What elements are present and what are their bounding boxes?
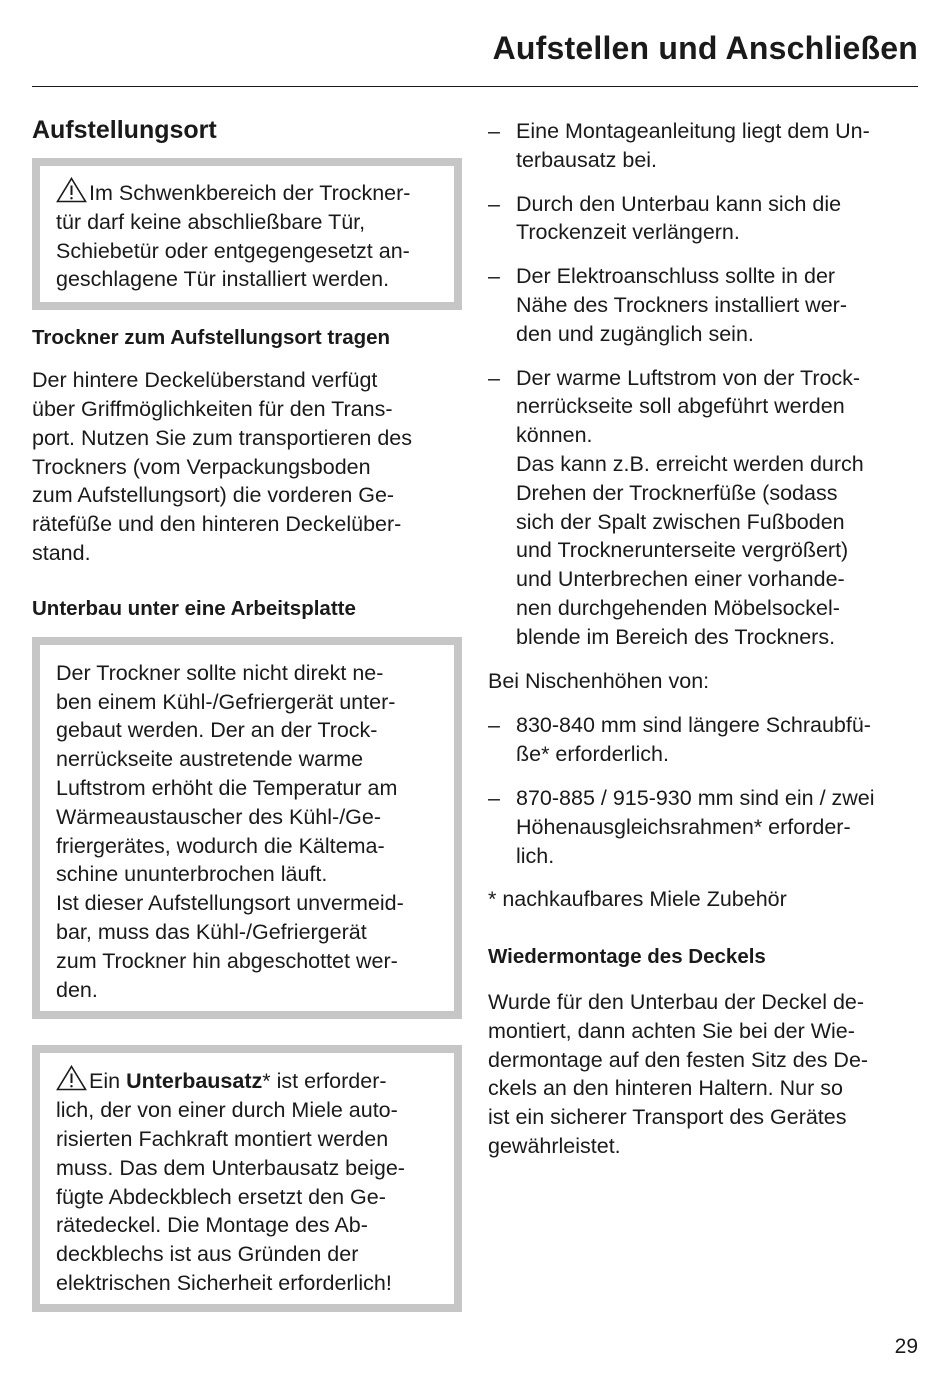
list-item bbox=[488, 190, 920, 248]
note-box bbox=[32, 637, 462, 1020]
warning-2-line: fügte Abdeckblech ersetzt den Ge- bbox=[56, 1184, 386, 1209]
warning-box-1 bbox=[32, 158, 462, 310]
list-item-line: sich der Spalt zwischen Fußboden bbox=[516, 509, 845, 534]
note-line: schine ununterbrochen läuft. bbox=[56, 862, 328, 887]
list-item bbox=[488, 117, 920, 175]
paragraph-line: stand. bbox=[32, 540, 91, 565]
list-item-line: Der Elektroanschluss sollte in der bbox=[516, 264, 836, 289]
list-item-line: 830-840 mm sind längere Schraubfü- bbox=[516, 713, 871, 738]
list-item bbox=[488, 262, 920, 348]
list-item bbox=[488, 364, 920, 652]
note-line: Der Trockner sollte nicht direkt ne- bbox=[56, 660, 384, 685]
paragraph-line: rätefüße und den hinteren Deckelüber- bbox=[32, 512, 402, 537]
note-line: gebaut werden. Der an der Trock- bbox=[56, 718, 378, 743]
paragraph-line: ckels an den hinteren Haltern. Nur so bbox=[488, 1076, 843, 1101]
note-line: den. bbox=[56, 977, 98, 1002]
subheading-reassembly: Wiedermontage des Deckels bbox=[488, 945, 766, 969]
paragraph-line: Wurde für den Unterbau der Deckel de- bbox=[488, 989, 865, 1014]
note-line: Luftstrom erhöht die Temperatur am bbox=[56, 775, 398, 800]
list-item-line: terbausatz bei. bbox=[516, 147, 658, 172]
list-item-line: nerrückseite soll abgeführt werden bbox=[516, 394, 845, 419]
warning-2-bold-term: Unterbausatz bbox=[126, 1069, 263, 1094]
note-line: bar, muss das Kühl-/Gefriergerät bbox=[56, 919, 367, 944]
paragraph-line: port. Nutzen Sie zum transportieren des bbox=[32, 425, 413, 450]
subheading-worktop: Unterbau unter eine Arbeitsplatte bbox=[32, 596, 356, 620]
paragraph-line: Der hintere Deckelüberstand verfügt bbox=[32, 368, 378, 393]
list-item-line: blende im Bereich des Trockners. bbox=[516, 624, 836, 649]
note-line: zum Trockner hin abgeschottet wer- bbox=[56, 948, 398, 973]
list-item-line: und Trocknerunterseite vergrößert) bbox=[516, 538, 849, 563]
warning-2-line: deckblechs ist aus Gründen der bbox=[56, 1242, 359, 1267]
warning-1-line: geschlagene Tür installiert werden. bbox=[56, 267, 390, 292]
paragraph-line: über Griffmöglichkeiten für den Trans- bbox=[32, 396, 393, 421]
list-item-line: lich. bbox=[516, 843, 555, 868]
note-line: Wärmeaustauscher des Kühl-/Ge- bbox=[56, 804, 382, 829]
list-item-line: 870-885 / 915-930 mm sind ein / zwei bbox=[516, 785, 875, 810]
list-item bbox=[488, 784, 920, 870]
niche-intro: Bei Nischenhöhen von: bbox=[488, 668, 710, 693]
warning-box-2 bbox=[32, 1045, 462, 1311]
dash-bullet: – bbox=[488, 785, 500, 810]
list-item-line: Nähe des Trockners installiert wer- bbox=[516, 292, 847, 317]
list-item-line: Drehen der Trocknerfüße (sodass bbox=[516, 480, 838, 505]
header-rule bbox=[32, 86, 918, 87]
dash-bullet: – bbox=[488, 713, 500, 738]
list-item-line: können. bbox=[516, 423, 593, 448]
note-line: Ist dieser Aufstellungsort unvermeid- bbox=[56, 891, 404, 916]
warning-2-line: rätedeckel. Die Montage des Ab- bbox=[56, 1213, 368, 1238]
list-item-line: Höhenausgleichsrahmen* erforder- bbox=[516, 814, 851, 839]
list-item-line: den und zugänglich sein. bbox=[516, 321, 754, 346]
warning-2-prefix: Ein bbox=[89, 1069, 127, 1094]
warning-1-line: Im Schwenkbereich der Trockner- bbox=[89, 181, 411, 205]
page-number: 29 bbox=[894, 1335, 918, 1358]
paragraph-line: montiert, dann achten Sie bei der Wie- bbox=[488, 1018, 855, 1043]
paragraph-line: gewährleistet. bbox=[488, 1133, 621, 1158]
warning-2-suffix: * ist erforder- bbox=[262, 1069, 387, 1094]
footnote: * nachkaufbares Miele Zubehör bbox=[488, 887, 787, 912]
warning-1-line: tür darf keine abschließbare Tür, bbox=[56, 209, 366, 234]
page-header-title: Aufstellen und Anschließen bbox=[492, 30, 918, 66]
warning-2-line: risierten Fachkraft montiert werden bbox=[56, 1126, 389, 1151]
warning-2-line: elektrischen Sicherheit erforderlich! bbox=[56, 1270, 392, 1295]
list-item-line: Das kann z.B. erreicht werden durch bbox=[516, 451, 864, 476]
list-item-line: Durch den Unterbau kann sich die bbox=[516, 191, 842, 216]
paragraph-line: dermontage auf den festen Sitz des De- bbox=[488, 1047, 869, 1072]
right-column bbox=[488, 117, 920, 1177]
dash-bullet: – bbox=[488, 264, 500, 289]
note-line: nerrückseite austretende warme bbox=[56, 747, 364, 772]
list-item-line: Trockenzeit verlängern. bbox=[516, 220, 740, 245]
dash-bullet: – bbox=[488, 365, 500, 390]
subheading-transport: Trockner zum Aufstellungsort tragen bbox=[32, 326, 391, 350]
list-item-line: Der warme Luftstrom von der Trock- bbox=[516, 365, 861, 390]
paragraph-line: zum Aufstellungsort) die vorderen Ge- bbox=[32, 483, 395, 508]
warning-1-line: Schiebetür oder entgegengesetzt an- bbox=[56, 238, 410, 263]
list-item-line: nen durchgehenden Möbelsockel- bbox=[516, 595, 840, 620]
warning-triangle-icon bbox=[56, 1065, 87, 1091]
warning-triangle-icon bbox=[56, 177, 87, 203]
section-heading: Aufstellungsort bbox=[32, 116, 217, 144]
warning-2-line: muss. Das dem Unterbausatz beige- bbox=[56, 1155, 405, 1180]
list-item-line: Eine Montageanleitung liegt dem Un- bbox=[516, 119, 870, 143]
list-item-line: ße* erforderlich. bbox=[516, 742, 669, 767]
paragraph-line: ist ein sicherer Transport des Gerätes bbox=[488, 1105, 847, 1130]
list-item bbox=[488, 711, 920, 769]
dash-bullet: – bbox=[488, 191, 500, 216]
warning-2-line: lich, der von einer durch Miele auto- bbox=[56, 1098, 398, 1123]
transport-paragraph bbox=[32, 366, 462, 568]
left-column bbox=[32, 108, 462, 1312]
note-line: friergerätes, wodurch die Kältema- bbox=[56, 833, 385, 858]
note-line: ben einem Kühl-/Gefriergerät unter- bbox=[56, 689, 396, 714]
reassembly-paragraph bbox=[488, 988, 920, 1161]
dash-bullet: – bbox=[488, 119, 500, 143]
list-item-line: und Unterbrechen einer vorhande- bbox=[516, 567, 845, 592]
paragraph-line: Trockners (vom Verpackungsboden bbox=[32, 454, 371, 479]
